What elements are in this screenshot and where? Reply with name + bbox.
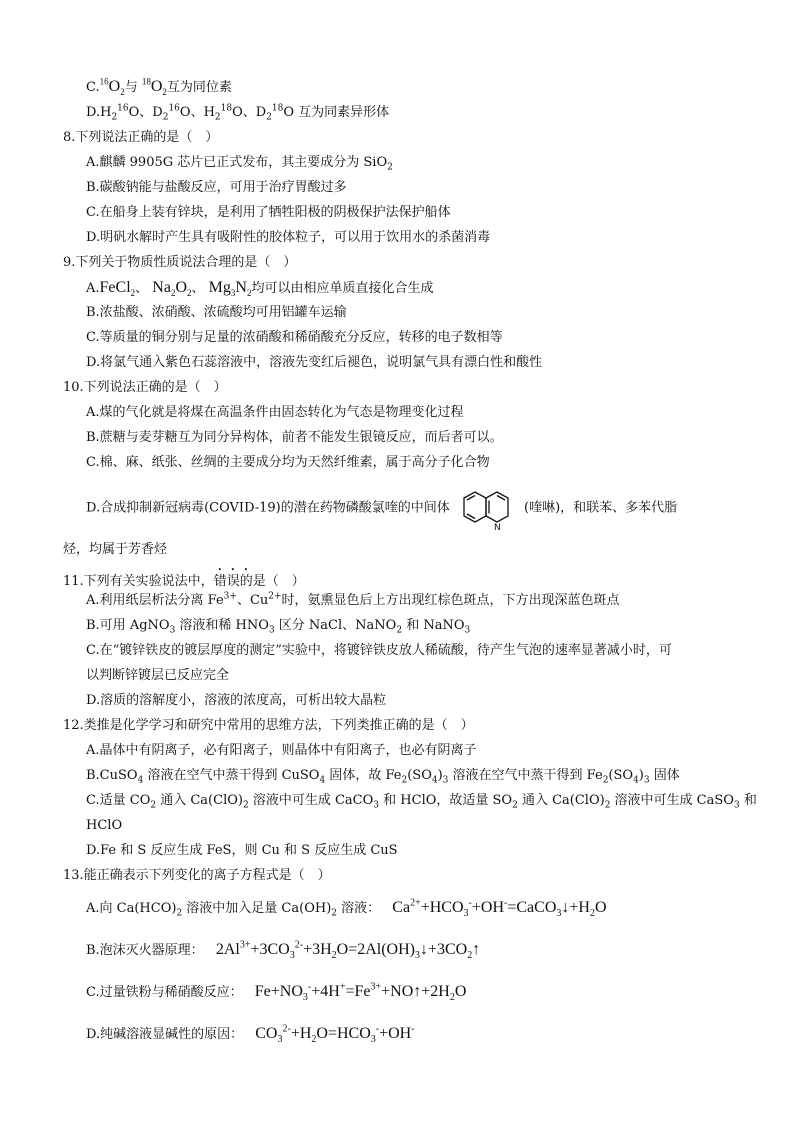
option-text: D.H	[86, 105, 112, 120]
eq-sup: 2+	[410, 897, 421, 909]
option-text: 和 HClO，故适量 SO	[379, 793, 513, 808]
superscript: 3+	[223, 591, 237, 602]
option-text: A.向 Ca(HCO)	[86, 901, 177, 916]
formula-text: O	[150, 78, 163, 95]
option-text: 溶液：	[337, 901, 381, 916]
q11-stem	[63, 566, 305, 592]
equation-c	[254, 981, 467, 1004]
option-text: C.适量 CO	[86, 793, 151, 808]
eq-part: +NO↑+2H	[381, 983, 450, 1000]
option-text: 均可以由相应单质直接化合生成	[251, 281, 434, 296]
superscript: 18	[220, 103, 233, 114]
option-text: O、H	[179, 105, 215, 120]
option-text: 区分 NaCl、NaNO	[274, 618, 397, 633]
eq-sub: 3	[556, 908, 562, 920]
stem-text: 11.下列有关实验说法中，	[63, 574, 214, 589]
q12-option-c-cont: HClO	[86, 818, 123, 833]
subscript: 2	[162, 112, 169, 123]
superscript: 16	[168, 103, 180, 114]
eq-part: ↓+3CO	[419, 941, 468, 958]
option-text: (SO	[407, 768, 432, 783]
eq-part: O	[454, 983, 467, 1000]
subscript: 3	[442, 775, 449, 786]
subscript: 2	[162, 87, 167, 98]
eq-part: ↑	[472, 941, 481, 958]
subscript: 4	[319, 775, 326, 786]
subscript: 3	[643, 775, 650, 786]
eq-part: +H	[290, 1025, 312, 1042]
q10-option-a: A.煤的气化就是将煤在高温条件由固态转化为气态是物理变化过程	[86, 405, 464, 420]
subscript: 2	[512, 800, 518, 811]
q11-option-c: C.在“镀锌铁皮的镀层厚度的测定”实验中，将镀锌铁皮放人稀硫酸，待产生气泡的速率显著减小时，可	[86, 643, 672, 658]
option-text: 固体，故 Fe	[325, 768, 402, 783]
subscript: 2	[150, 800, 157, 811]
eq-part: Ca	[392, 899, 411, 916]
eq-sub: 3	[277, 1034, 283, 1046]
formula-text: O	[175, 279, 188, 296]
subscript: 4	[137, 775, 144, 786]
q7-option-d	[86, 103, 389, 123]
option-text: B.可用 AgNO	[86, 618, 170, 633]
q9-option-c: C.等质量的铜分别与足量的浓硝酸和稀硝酸充分反应，转移的电子数相等	[86, 330, 503, 345]
option-text: 互为同位素	[166, 80, 232, 95]
q12-option-a: A.晶体中有阴离子，必有阳离子，则晶体中有阳离子，也必有阴离子	[86, 743, 477, 758]
eq-sub: 2	[467, 950, 473, 962]
option-text: O 互为同素异形体	[283, 105, 390, 120]
subscript: 2	[246, 288, 252, 299]
subscript: 2	[602, 775, 609, 786]
q8-option-d: D.明矾水解时产生具有吸附性的胶体粒子，可以用于饮用水的杀菌消毒	[86, 230, 491, 245]
eq-part: Fe+NO	[254, 983, 303, 1000]
eq-part: =CaCO	[507, 899, 557, 916]
eq-sub: 2	[331, 950, 337, 962]
option-text: 时，氨熏显色后上方出现红棕色斑点，下方出现深蓝色斑点	[281, 593, 620, 608]
option-text: 通入 Ca(ClO)	[517, 793, 605, 808]
subscript: 2	[214, 112, 221, 123]
option-text: 和 NaNO	[402, 618, 465, 633]
option-text: )	[437, 768, 443, 783]
eq-sup: +	[339, 981, 346, 993]
subscript: 3	[268, 625, 275, 636]
stem-text: 是（ ）	[252, 574, 305, 589]
subscript: 4	[431, 775, 438, 786]
formula-text: FeCl	[99, 279, 131, 296]
eq-part: +3CO	[250, 941, 290, 958]
eq-sub: 2	[449, 992, 455, 1004]
option-text: C.过量铁粉与稀硝酸反应：	[86, 985, 243, 1000]
q13-option-b	[86, 940, 480, 961]
option-text: D.合成抑制新冠病毒(COVID-19)的潜在药物磷酸氯喹的中间体	[86, 500, 450, 516]
option-text: D.纯碱溶液显碱性的原因：	[86, 1027, 244, 1042]
separator: 、	[191, 281, 209, 296]
option-label: C.	[86, 80, 100, 95]
subscript: 2	[111, 112, 118, 123]
subscript: 3	[464, 625, 471, 636]
eq-sub: 3	[289, 950, 295, 962]
eq-sup: -	[375, 1023, 380, 1035]
eq-part: 2Al	[215, 941, 240, 958]
q8-option-b: B.碳酸钠能与盐酸反应，可用于治疗胃酸过多	[86, 180, 347, 195]
option-text: B.CuSO	[86, 768, 138, 783]
superscript: 2+	[268, 591, 282, 602]
eq-sup: -	[307, 981, 312, 993]
q13-stem: 13.能正确表示下列变化的离子方程式是（ ）	[63, 868, 331, 883]
subscript: 3	[230, 288, 236, 299]
subscript: 2	[242, 800, 249, 811]
eq-part: O	[594, 899, 607, 916]
eq-sub: 3	[370, 1034, 376, 1046]
q10-option-d	[86, 484, 677, 533]
option-text: 溶液中加入足量 Ca(OH)	[182, 901, 332, 916]
q12-option-b	[86, 766, 680, 786]
subscript: 2	[120, 87, 125, 98]
option-text: 溶液中可生成 CaSO	[610, 793, 734, 808]
subscript: 2	[401, 775, 408, 786]
subscript: 2	[187, 288, 192, 299]
formula-text: N	[235, 279, 247, 296]
subscript: 2	[604, 800, 611, 811]
formula-text: Na	[152, 279, 171, 296]
eq-part: +3H	[303, 941, 332, 958]
option-text: )	[638, 768, 644, 783]
q12-option-d: D.Fe 和 S 反应生成 FeS，则 Cu 和 S 反应生成 CuS	[86, 843, 398, 858]
subscript: 2	[176, 908, 183, 919]
q12-stem: 12.类推是化学学习和研究中常用的思维方法，下列类推正确的是（ ）	[63, 718, 474, 733]
eq-sub: 2	[311, 1034, 317, 1046]
eq-part: =Fe	[345, 983, 371, 1000]
q8-option-c: C.在船身上装有锌块，是利用了牺牲阳极的阴极保护法保护船体	[86, 205, 451, 220]
eq-sup: 3+	[370, 981, 382, 993]
equation-a	[392, 897, 607, 920]
eq-sub: 3	[302, 992, 308, 1004]
q11-option-b	[86, 616, 470, 636]
eq-sup: 3+	[239, 939, 251, 951]
subscript: 3	[373, 800, 380, 811]
eq-part: O=HCO	[316, 1025, 371, 1042]
formula-text: O	[108, 78, 121, 95]
option-text: 与	[124, 80, 142, 95]
subscript: 2	[170, 288, 176, 299]
subscript: 2	[396, 625, 403, 636]
subscript: 2	[387, 162, 393, 173]
q8-option-a	[86, 153, 393, 173]
nitrogen-label: N	[493, 523, 501, 532]
q12-option-c	[86, 791, 757, 811]
eq-part: +OH	[379, 1025, 412, 1042]
equation-d	[255, 1023, 415, 1046]
q9-option-d: D.将氯气通入紫色石蕊溶液中，溶液先变红后褪色，说明氯气具有漂白性和酸性	[86, 355, 543, 370]
option-text: B.泡沫灭火器原理：	[86, 943, 204, 958]
option-label: A.	[86, 281, 100, 296]
option-text: 溶液中可生成 CaCO	[248, 793, 374, 808]
subscript: 2	[331, 908, 338, 919]
option-text: 和	[739, 793, 757, 808]
option-text: 通入 Ca(ClO)	[156, 793, 243, 808]
option-text: 固体	[649, 768, 680, 783]
option-text: 溶液在空气中蒸干得到 Fe	[448, 768, 603, 783]
quinoline-structure	[456, 484, 518, 532]
mass-number: 16	[99, 76, 109, 87]
q10-option-b: B.蔗糖与麦芽糖互为同分异构体，前者不能发生银镜反应，而后者可以。	[86, 430, 503, 445]
option-text: 溶液在空气中蒸干得到 CuSO	[143, 768, 320, 783]
eq-sub: 2	[589, 908, 595, 920]
option-text: (喹啉)，和联苯、多苯代脂	[524, 500, 678, 516]
q13-option-d	[86, 1024, 415, 1045]
q11-option-c-cont: 以判断锌镀层已反应完全	[86, 668, 230, 683]
option-text: (SO	[608, 768, 634, 783]
formula-text: Mg	[208, 279, 231, 296]
eq-sub: 3	[414, 950, 420, 962]
q11-option-d: D.溶质的溶解度小，溶液的浓度高，可析出较大晶粒	[86, 693, 387, 708]
option-text: A.麒麟 9905G 芯片已正式发布，其主要成分为 SiO	[86, 155, 388, 170]
mass-number: 18	[141, 76, 151, 87]
q10-option-d-cont: 烃，均属于芳香烃	[63, 542, 168, 557]
q13-option-a	[86, 898, 607, 919]
superscript: 18	[271, 103, 284, 114]
subscript: 2	[130, 288, 136, 299]
option-text: 、Cu	[236, 593, 269, 608]
eq-sup: -	[504, 897, 508, 909]
eq-sup: 2-	[294, 939, 304, 951]
q7-option-c	[86, 77, 232, 98]
eq-sup: -	[411, 1023, 415, 1035]
eq-sub: 3	[463, 908, 469, 920]
subscript: 4	[633, 775, 639, 786]
subscript: 3	[169, 625, 176, 636]
subscript: 3	[733, 800, 740, 811]
q8-stem: 8.下列说法正确的是（ ）	[63, 130, 219, 145]
q13-option-c	[86, 982, 466, 1003]
superscript: 16	[117, 103, 129, 114]
eq-part: +4H	[311, 983, 340, 1000]
option-text: O、D	[128, 105, 163, 120]
q9-stem: 9.下列关于物质性质说法合理的是（ ）	[63, 255, 297, 270]
eq-part: +OH	[471, 899, 505, 916]
q10-option-c: C.棉、麻、纸张、丝绸的主要成分均为天然纤维素，属于高分子化合物	[86, 455, 490, 470]
q10-stem: 10.下列说法正确的是（ ）	[63, 380, 227, 395]
q9-option-a	[86, 278, 433, 299]
eq-part: ↓+H	[561, 899, 590, 916]
eq-part: O=2Al(OH)	[336, 941, 415, 958]
subscript: 2	[266, 112, 272, 123]
q11-option-a	[86, 591, 620, 611]
option-text: 溶液和稀 HNO	[175, 618, 269, 633]
eq-part: CO	[255, 1025, 278, 1042]
option-text: O、D	[232, 105, 267, 120]
eq-sup: 2-	[282, 1023, 291, 1035]
eq-sup: -	[468, 897, 472, 909]
separator: 、	[135, 281, 153, 296]
equation-b	[215, 939, 481, 962]
emphasis-text: 错误的	[213, 574, 253, 589]
option-text: A.利用纸层析法分离 Fe	[86, 593, 224, 608]
eq-part: +HCO	[420, 899, 464, 916]
q9-option-b: B.浓盐酸、浓硝酸、浓硫酸均可用铝罐车运输	[86, 305, 347, 320]
